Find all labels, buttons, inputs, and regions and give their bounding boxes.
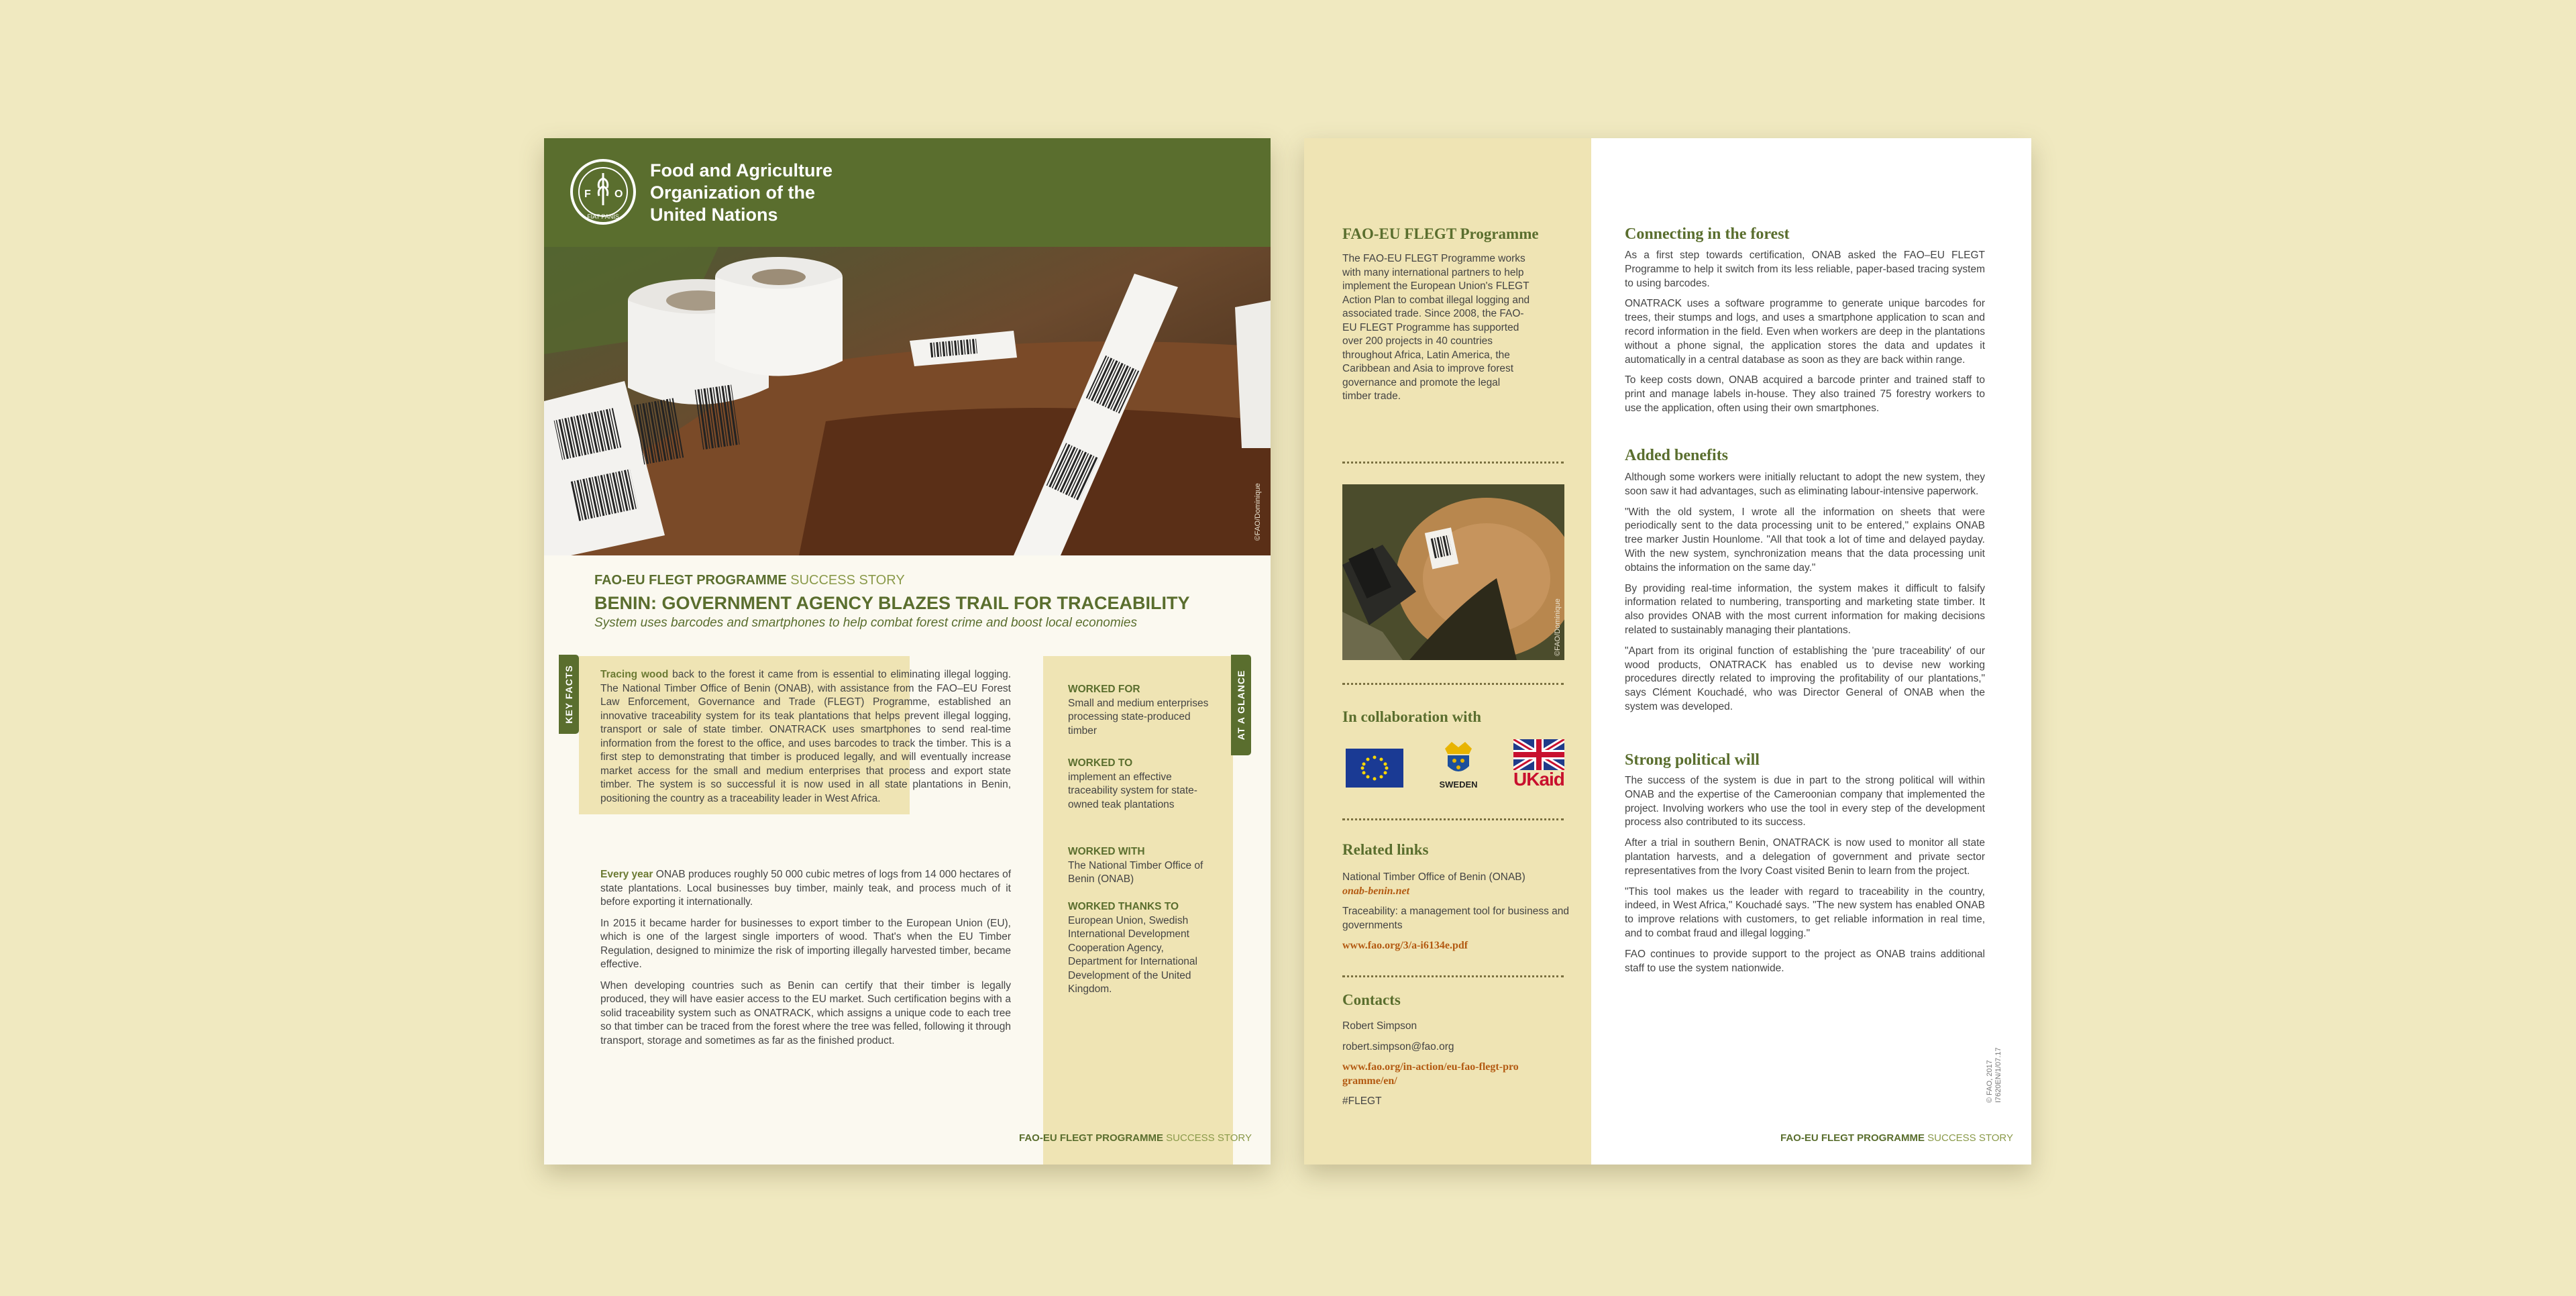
glance-text: The National Timber Office of Benin (ONAB) [1068,859,1203,885]
union-jack-icon [1513,739,1564,770]
brochure-back-page [1304,138,2031,1165]
related-link[interactable]: onab-benin.net [1342,885,1410,897]
dotted-divider [1342,683,1564,685]
svg-text:FIAT PANIS: FIAT PANIS [587,213,619,220]
copyright-line: I7620EN/1/07.17 [1994,1047,2002,1103]
hashtag: #FLEGT [1342,1095,1382,1107]
fao-logo [570,158,637,225]
org-name-line: Organization of the [650,182,815,203]
section-paragraph: The success of the system is due in part to the strong political will within ONAB and the expertise of the Cameroonian company that implemented the project. Involving workers who use the tool in every step of the development process also contributed to its success. [1625,775,1985,828]
section-paragraph: "With the old system, I wrote all the information on sheets that were periodically sent to the data processing unit to be entered," explains ONAB tree marker Justin Hounlome. "All that took a lot of time and delayed payday. With the new system, synchronization means that the data processing unit obtains the information on the same day." [1625,506,1985,574]
section-paragraph: By providing real-time information, the system makes it difficult to falsify information related to numbering, transporting and marketing state timber. It also provides ONAB with the most current information for making decisions related to sustainably managing their plantations. [1625,582,1985,636]
organization-name [650,160,833,226]
at-a-glance-tab-label: AT A GLANCE [1236,669,1246,741]
page1-footer [1019,1132,1252,1144]
section-paragraph: "This tool makes us the leader with regard to traceability in the country, indeed, in West Africa," Kouchadé says. "The new system has enabled ONAB to improve relations with customers, to get reliable information in real time, and to combat fraud and illegal logging." [1625,885,1985,939]
glance-heading: WORKED TO [1068,757,1133,769]
sweden-label: SWEDEN [1439,779,1478,790]
programme-eyebrow [594,573,905,588]
key-facts-tab-label: KEY FACTS [564,665,574,724]
glance-heading: WORKED THANKS TO [1068,901,1179,912]
dotted-divider [1342,975,1564,977]
contacts-list [1342,1020,1570,1116]
related-links-list [1342,871,1570,960]
footer-light: SUCCESS STORY [1166,1132,1252,1144]
section-heading: Strong political will [1625,751,1760,769]
section-paragraph: "Apart from its original function of establishing the 'pure traceability' of our wood products, ONATRACK has enabled us to devise new working procedures directly related to improving the profitability of our plantations," says Clément Kouchadé, who was Director General of ONAB when the system was developed. [1625,645,1985,712]
eyebrow-light: SUCCESS STORY [790,573,905,588]
section-heading: Added benefits [1625,447,1729,464]
svg-text:F: F [584,188,591,200]
section-paragraph: As a first step towards certification, ONAB asked the FAO–EU FLEGT Programme to help it switch from its less reliable, paper-based tracing system to using barcodes. [1625,250,1985,289]
key-facts-lead: Tracing wood [600,669,669,680]
contact-name: Robert Simpson [1342,1020,1417,1032]
programme-heading: FAO-EU FLEGT Programme [1342,225,1539,242]
glance-text: European Union, Swedish International Development Cooperation Agency, Department for International Development of the United Kingdom. [1068,914,1197,995]
body-lead: Every year [600,869,653,880]
photo-credit: ©FAO/Dominique [1254,483,1262,541]
org-name-line: United Nations [650,205,778,225]
intro-body [600,868,1011,1055]
related-link-text: National Timber Office of Benin (ONAB) [1342,871,1525,883]
body-paragraph: ONAB produces roughly 50 000 cubic metres of logs from 14 000 hectares of state plantations. Local businesses buy timber, mainly teak, and process much of it before exporting it internationally. [600,869,1011,908]
glance-text: Small and medium enterprises processing state-produced timber [1068,697,1209,737]
section-paragraph: ONATRACK uses a software programme to generate unique barcodes for trees, their stumps and logs, and uses a smartphone application to scan and record information in the field. Even when workers are deep in the plantations without a phone signal, the application stores the data and updates it automatically in a central database as soon as they are back within range. [1625,298,1985,366]
related-link-text: Traceability: a management tool for business and governments [1342,906,1570,931]
contact-link[interactable]: www.fao.org/in-action/eu-fao-flegt-programme/en/ [1342,1061,1519,1087]
section-paragraph: Although some workers were initially reluctant to adopt the new system, they soon saw it had advantages, such as eliminating labour-intensive paperwork. [1625,472,1985,497]
svg-text:O: O [614,188,623,200]
contact-email[interactable]: robert.simpson@fao.org [1342,1040,1454,1052]
section-body [1625,249,1985,423]
section-heading: Connecting in the forest [1625,225,1790,243]
related-link[interactable]: www.fao.org/3/a-i6134e.pdf [1342,940,1468,951]
glance-item [1068,757,1216,812]
brochure-front-page [544,138,1271,1165]
barcode-rolls-photo [544,247,1271,555]
key-facts-tab [559,655,579,734]
stump-scan-photo [1342,484,1564,660]
glance-heading: WORKED FOR [1068,684,1140,695]
glance-heading: WORKED WITH [1068,846,1145,857]
dotted-divider [1342,462,1564,464]
glance-text: implement an effective traceability system for state-owned teak plantations [1068,771,1197,810]
section-body [1625,774,1985,982]
headline: BENIN: GOVERNMENT AGENCY BLAZES TRAIL FOR TRACEABILITY [594,593,1190,613]
footer-bold: FAO-EU FLEGT PROGRAMME [1019,1132,1163,1144]
ukaid-label: UKaid [1513,769,1564,790]
eyebrow-bold: FAO-EU FLEGT PROGRAMME [594,573,787,588]
programme-text: The FAO-EU FLEGT Programme works with many international partners to help implement the European Union's FLEGT Action Plan to combat illegal logging and associated trade. Since 2008, the FAO-EU FLEGT Programme has supported over 200 projects in 40 countries throughout Africa, Latin America, the Caribbean and Asia to improve forest governance and promote the legal timber trade. [1342,253,1530,402]
photo2-credit: ©FAO/Dominique [1554,598,1562,656]
footer-bold: FAO-EU FLEGT PROGRAMME [1780,1132,1925,1144]
copyright-line: © FAO, 2017 [1986,1060,1994,1103]
body-paragraph: When developing countries such as Benin can certify that their timber is legally produced, they will have easier access to the EU market. Such certification begins with a solid traceability system such as ONATRACK, which assigns a unique code to each tree so that timber can be traced from the forest where the tree was felled, following it through transport, storage and sometimes as far as the finished product. [600,979,1011,1046]
page2-footer [1780,1132,2013,1144]
dotted-divider [1342,818,1564,820]
body-paragraph: In 2015 it became harder for businesses to export timber to the European Union (EU), which is one of the largest single importers of wood. That's when the EU Timber Regulation, designed to minimize the risk of importing illegally harvested timber, became effective. [600,917,1011,970]
ukaid-logo [1513,739,1564,793]
glance-item [1068,900,1216,997]
glance-item [1068,683,1216,738]
sweden-crest-icon [1432,739,1485,779]
header-band [544,138,1271,247]
copyright-note [1986,1047,2003,1103]
eu-flag-icon [1344,739,1405,793]
sweden-logo [1432,739,1485,793]
section-paragraph: After a trial in southern Benin, ONATRACK is now used to monitor all state plantation harvests, and a delegation of government and private sector representatives from the Ivory Coast visited Benin to learn from the project. [1625,837,1985,877]
key-facts-text [600,668,1011,813]
at-a-glance-tab [1231,655,1251,755]
org-name-line: Food and Agriculture [650,160,833,180]
glance-item [1068,845,1216,887]
contacts-heading: Contacts [1342,991,1401,1008]
related-links-heading: Related links [1342,841,1429,858]
section-paragraph: To keep costs down, ONAB acquired a barcode printer and trained staff to print and manage labels in-house. They also trained 75 forestry workers to use the application, often using their own smartphones. [1625,374,1985,414]
key-facts-body: back to the forest it came from is essential to eliminating illegal logging. The National Timber Office of Benin (ONAB), with assistance from the FAO–EU Forest Law Enforcement, Governance and Trade (FLEGT) Programme, established an innovative traceability system for its teak plantations that helps prevent illegal logging, transport or sale of state timber. ONATRACK uses smartphones to send real-time information from the forest to the office, and uses barcodes to track the timber. This is a first step to demonstrating that timber is produced legally, and will eventually increase market access for the small and medium enterprises that process and export state timber. The system is so successful it is now used in all state plantations in Benin, positioning the country as a traceability leader in West Africa. [600,669,1011,804]
section-paragraph: FAO continues to provide support to the project as ONAB trains additional staff to use the system nationwide. [1625,948,1985,974]
subheadline: System uses barcodes and smartphones to help combat forest crime and boost local economies [594,616,1137,630]
footer-light: SUCCESS STORY [1927,1132,2013,1144]
section-body [1625,471,1985,721]
collaboration-heading: In collaboration with [1342,708,1482,725]
